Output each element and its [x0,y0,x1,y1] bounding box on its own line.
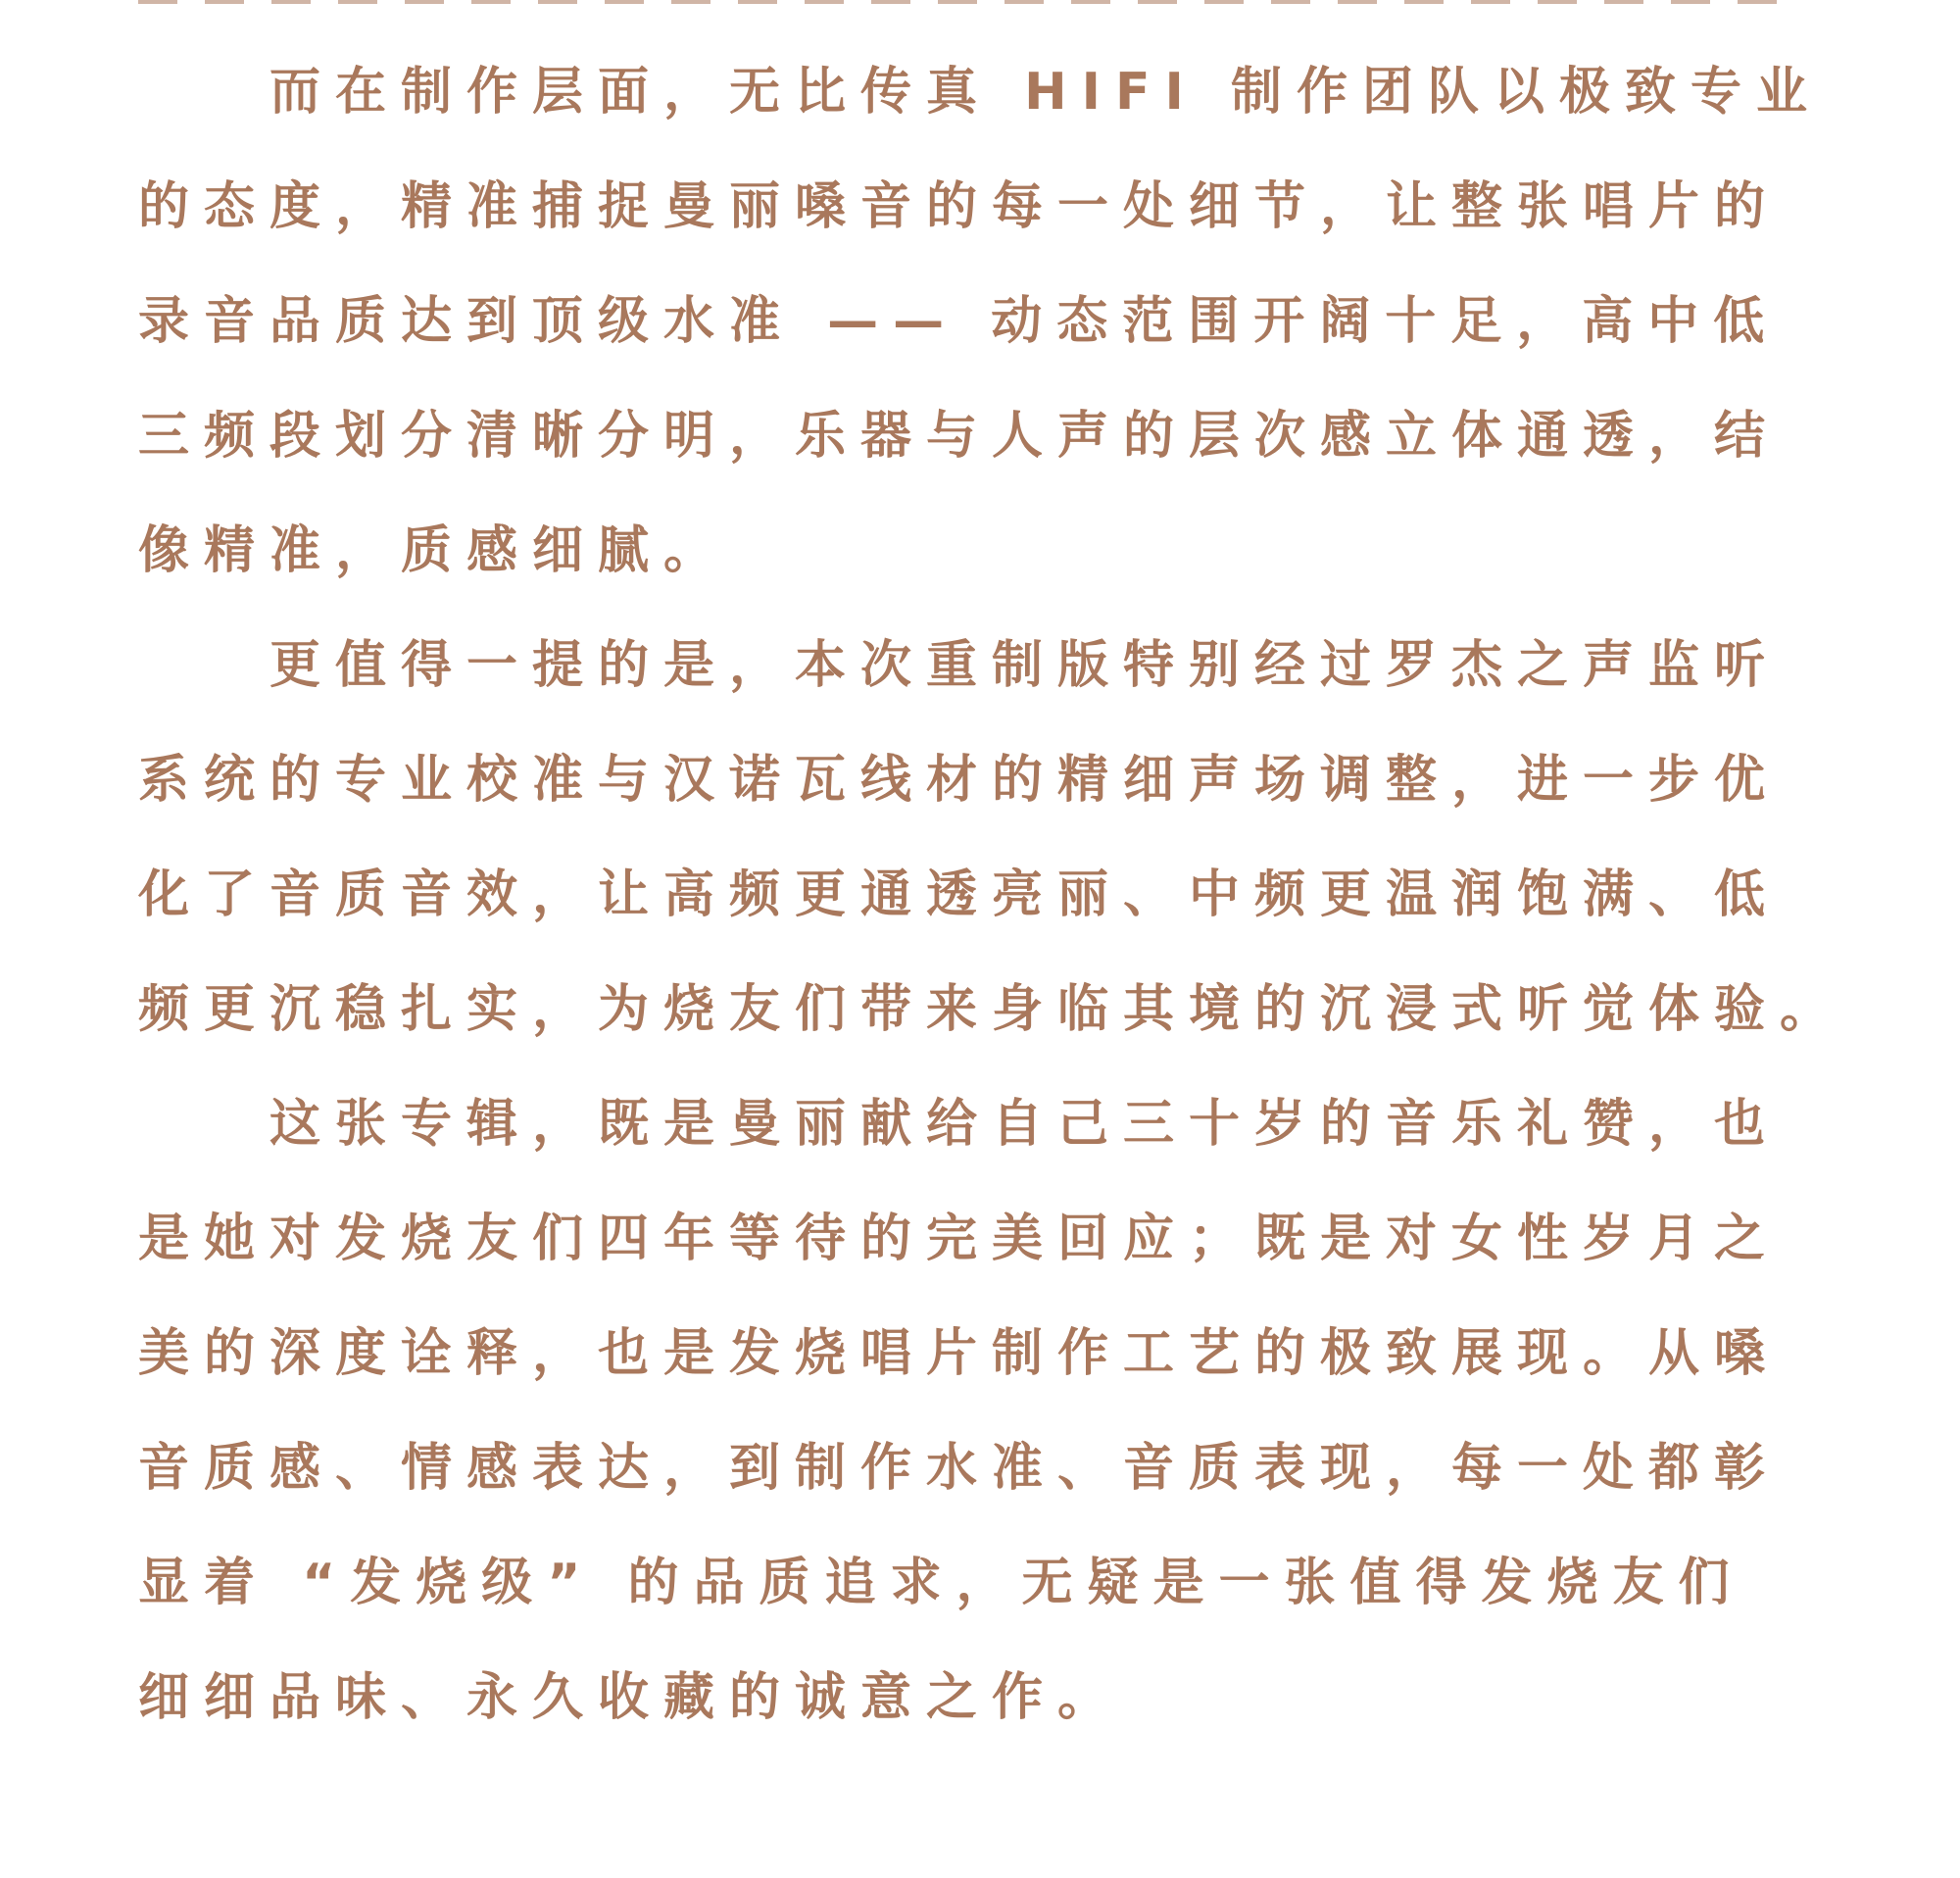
paragraph-line: 这张专辑，既是曼丽献给自己三十岁的音乐礼赞，也 [270,1095,1781,1154]
paragraph-line: 细细品味、永久收藏的诚意之作。 [138,1668,1124,1727]
paragraph-conclusion [138,1067,1804,1755]
paragraph-line: 三频段划分清晰分明，乐器与人声的层次感立体通透，结 [138,407,1781,466]
paragraph-line: 系统的专业校准与汉诺瓦线材的精细声场调整，进一步优 [138,751,1781,810]
cropped-previous-line [138,0,1804,4]
paragraph-line: 美的深度诠释，也是发烧唱片制作工艺的极致展现。从嗓 [138,1324,1781,1383]
paragraph-line: 更值得一提的是，本次重制版特别经过罗杰之声监听 [270,636,1781,695]
paragraph-line: 的态度，精准捕捉曼丽嗓音的每一处细节，让整张唱片的 [138,177,1781,236]
paragraph-line: 而在制作层面，无比传真 HIFI 制作团队以极致专业 [270,63,1822,122]
paragraph-production [138,35,1822,609]
paragraph-line: 显着 “发烧级” 的品质追求，无疑是一张值得发烧友们 [138,1554,1744,1612]
paragraph-line: 是她对发烧友们四年等待的完美回应；既是对女性岁月之 [138,1210,1781,1268]
paragraph-line: 录音品质达到顶级水准 —— 动态范围开阔十足，高中低 [138,292,1780,351]
paragraph-line: 音质感、情感表达，到制作水准、音质表现，每一处都彰 [138,1439,1781,1498]
article-body [138,35,1846,1755]
paragraph-line: 化了音质音效，让高频更通透亮丽、中频更温润饱满、低 [138,865,1781,924]
paragraph-line: 频更沉稳扎实，为烧友们带来身临其境的沉浸式听觉体验。 [138,980,1846,1039]
paragraph-remaster [138,609,1846,1067]
paragraph-line: 像精准，质感细腻。 [138,521,730,580]
